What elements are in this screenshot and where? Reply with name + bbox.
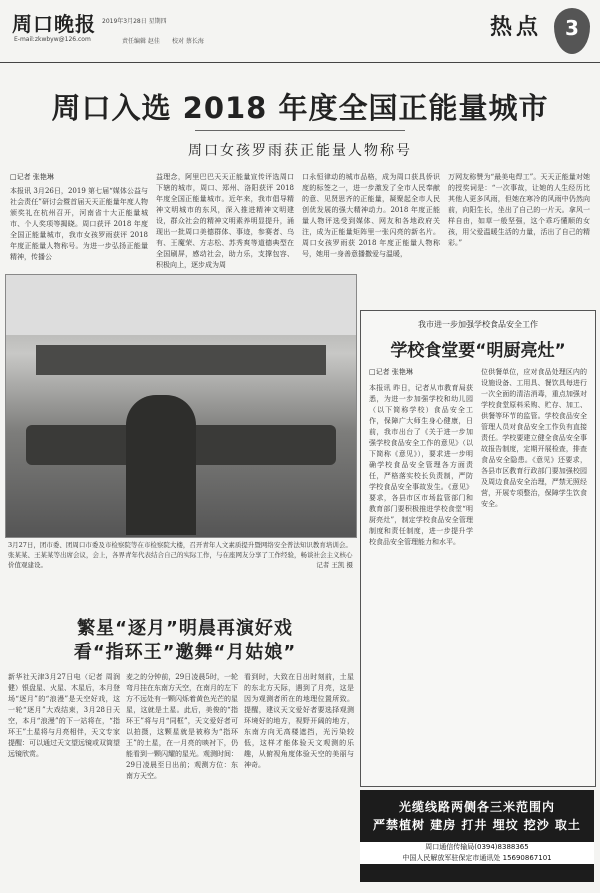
sidebar-title: 学校食堂要“明厨亮灶”	[390, 341, 566, 361]
story2-title-line1: 繁星“逐月”明晨再演好戏	[77, 618, 293, 639]
sidebar-reporter: □记者 张艳琳	[369, 368, 413, 376]
issue-date: 2019年3月28日 星期四	[102, 18, 167, 25]
lead-column-1: 本报讯 3月26日，2019 第七届“媒体公益与社会责任”研讨会暨首届天天正能量年度人物颁奖礼在杭州召开，河南省十大正能量城市、个人奖项等揭晓。周口获评 2018 年度全国正能量城市，我市女孩罗雨获评 2018 年度正能量人物称号。为进一步弘扬正能量精神，传播公	[10, 187, 148, 261]
sidebar-column-2: 位供餐单位，应对食品处理区内的设施设备、工用具、餐饮具每进行一次全面的清洁消毒，重点加强对学校食堂原料采购、贮存、加工、供餐等环节的监管。学校食品安全管理人员对食品安全工作负有直接责任。学校要建立健全食品安全事故报告制度，定期开展检查，排查食品安全隐患。《意见》还要求，各县市区教育行政部门要加强校园及周边食品安全治理，严禁无照经营，开展专项整治，保障学生饮食安全。	[481, 368, 587, 508]
sidebar-kicker: 我市进一步加强学校食品安全工作	[418, 320, 538, 329]
photo-ceiling	[6, 275, 356, 335]
lead-column-3: 口永恒律动的城市品格，成为周口获具侨识度的标签之一，进一步激发了全市人民奉献的意、见贤思齐的正能量，凝聚起全市人民创优发展的强大精神动力。2018 年度正能量人物评选受到媒体、网友和各地政府关注，成为正能量矩阵里一张闪亮的新名片。周口女孩罗雨获 2018 年度正能量人物称号，她用一身善意播撒爱与温暖，	[302, 173, 440, 258]
lead-column-2: 益理念，阿里巴巴天天正能量宣传评选周口下辖的城市，周口、郑州、洛阳获评 2018 年度全国正能量城市。近年来，我市倡导精神文明城市的东风，深入推进精神文明建设，群众社会的精神文明素养明显提升，涌现出一批周口美德群体、事迹，参赛者、乌有、王魔荣、方志松、苏秀爽等道德典型在全国刷屏，感动社会，助力乐，支撑包容、积极向上，逐步成为周	[156, 173, 294, 269]
page-number-badge: 3	[554, 8, 590, 54]
ad-line-1: 光缆线路两侧各三米范围内	[398, 800, 555, 814]
lead-reporter: □记者 张艳琳	[10, 173, 54, 181]
lead-headline: 周口入选 2018 年度全国正能量城市	[51, 91, 549, 125]
ad-contact: 中国人民解放军驻保定市通讯处 15690867101	[360, 853, 594, 864]
photo-caption-text: 3月27日，团市委、团周口市委及市检察院等在市检察院大楼，召开青年人文素质提升暨网络安全普法知识教育培训会。张某某、王某某等出席会议，会上，各界青年代表结合自己的实际工作，与在座网友分享了工作经验，畅谈社会主义核心价值观建设。	[8, 541, 353, 569]
masthead	[0, 0, 600, 63]
ad-line-2: 严禁植树 建房 打井 埋坟 挖沙 取土	[373, 818, 581, 832]
editor-credit: 责任编辑 赵佳	[122, 38, 160, 45]
newspaper-logo: 周口晚报	[12, 12, 96, 36]
subhead-rule	[195, 130, 405, 131]
section-label: 热点	[489, 15, 542, 40]
story2-column-2: 麦之的分钟前，29日凌晨5时，一轮弯月挂在东南方天空，在南月的左下方不远处有一颗闪烁着黄色光芒的星星，这就是土星。此后，美俊的“指环王”将与月“同框”，天文爱好者可以拍摄，这颗星就是被称为“指环王”的土星，在一月亮的映衬下，仍能看到一颗闪耀的星光。观测时间：29日凌晨至日出前；观测方位：东南方天空。	[126, 673, 238, 780]
lead-column-4: 万网友称赞为“最美电焊工”。天天正能量对她的授奖词是：“一次事故，让她的人生经历比其他人更多风雨，但她在寒冷的风雨中仍然向前，向阳生长，坐出了自己的一片天。拿风一样自由，如草一般坚强，这个乖巧懂顺的女孩，用父爱温暖生活的力量，活出了自己的精彩。”	[448, 173, 590, 247]
lead-subhead: 周口女孩罗雨获正能量人物称号	[188, 143, 412, 159]
photo-caption	[8, 540, 353, 570]
photo-credit: 记者 王凯 摄	[316, 561, 353, 569]
story2-title-line2: 看“指环王”邀舞“月姑娘”	[73, 642, 297, 663]
meeting-photo	[5, 274, 357, 538]
sidebar-column-1: 本报讯 昨日，记者从市教育局获悉，为进一步加强学校和幼儿园（以下简称学校）食品安全工作，保障广大师生身心健康，日前，我市出台了《关于进一步加强学校食品安全工作的意见》（以下简称《意见》），要求进一步明确学校食品安全管理各方面责任，严格落实校长负责制，严防学校食品安全事故发生。《意见》要求，各县市区市场监管部门和教育部门要积极推进学校食堂“明厨亮灶”，制定学校食品安全管理制度和责任制度，进一步提升学校食品安全管理能力和水平。	[369, 384, 473, 546]
photo-speaker	[126, 395, 196, 535]
ad-org: 周口通信传输局(0394)8388365	[360, 842, 594, 853]
story2-column-1: 新华社天津3月27日电（记者 周润健）银盘星、火星、木星后，本月登场“逐月”的“浪漫”是天空好戏，这一轮“逐月”大戏结束，3月28日天空，本月“浪漫”的下一站将在，“指环王”土星将与月亮相伴，天文专家提醒：可以通过天文望远镜或双筒望远镜欣赏。	[8, 673, 120, 758]
proofreader-credit: 校对 蔡长海	[172, 38, 204, 45]
school-canteen-article	[360, 310, 596, 787]
story2-column-3: 看到时，大致在日出时刻前，土星的东北方天际，遇到了月亮，这是因为观测者所在的地理位置所致。提醒，建议天文爱好者要选择观测环境好的地方，视野开阔的地方，东南方向无高楼遮挡，光污染较低，这样才能体验天文观测的乐趣，从俯视角度体验天空的美丽与神奇。	[244, 673, 354, 769]
contact-email: E-mail:zkwbyw@126.com	[14, 36, 91, 43]
photo-banner	[36, 345, 326, 375]
cable-warning-ad	[360, 790, 594, 882]
